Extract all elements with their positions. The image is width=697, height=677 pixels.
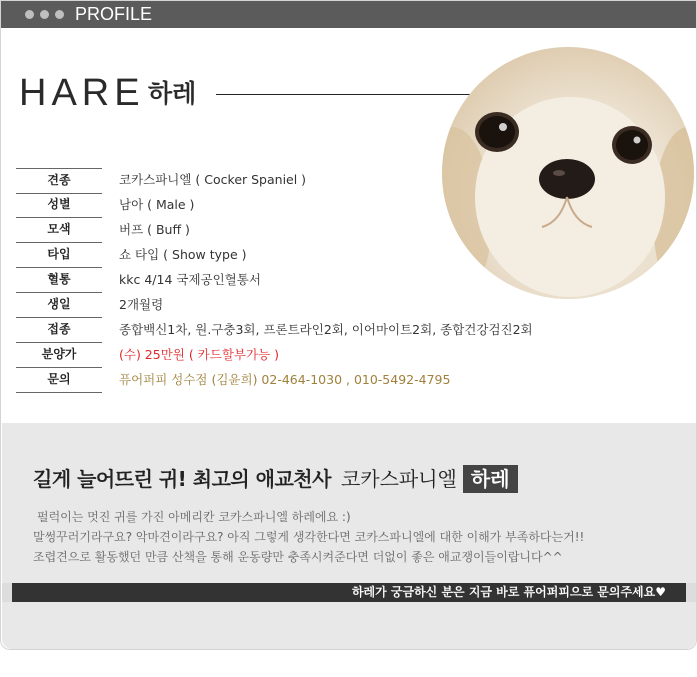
info-value: 2개월령: [119, 297, 164, 312]
info-value: 남아 ( Male ): [119, 197, 195, 212]
bullet-dot-icon: [40, 10, 49, 19]
info-label: 문의: [16, 368, 102, 393]
header-title: PROFILE: [75, 4, 153, 24]
promo-headline: [33, 464, 518, 494]
promo-headline-breed: 코카스파니엘: [340, 467, 457, 491]
info-value: 코카스파니엘 ( Cocker Spaniel ): [119, 172, 307, 187]
promo-line: 조렵견으로 활동했던 만큼 산책을 통해 운동량만 충족시켜준다면 더없이 좋은 애교쟁이들이랍니다^^: [33, 550, 563, 564]
info-label: 성별: [16, 193, 102, 218]
info-row-birthday: [1, 293, 697, 318]
info-label: 분양가: [16, 343, 102, 368]
info-value: 버프 ( Buff ): [119, 222, 190, 237]
dog-name-english: HARE: [19, 72, 145, 114]
contact-message: 하레가 궁금하신 분은 지금 바로 퓨어퍼피으로 문의주세요♥: [351, 585, 666, 599]
info-label: 타입: [16, 243, 102, 268]
promo-description: [33, 507, 584, 567]
info-label: 생일: [16, 293, 102, 318]
promo-line: 말썽꾸러기라구요? 악마견이라구요? 아직 그렇게 생각한다면 코카스파니엘에 대한 이해가 부족하다는거!!: [33, 530, 585, 544]
info-label: 견종: [16, 168, 102, 194]
info-label: 접종: [16, 318, 102, 343]
dog-name-korean: 하레: [148, 79, 197, 108]
info-label: 모색: [16, 218, 102, 243]
info-value: (수) 25만원 ( 카드할부가능 ): [119, 347, 279, 362]
info-value: 종합백신1차, 원.구충3회, 프론트라인2회, 이어마이트2회, 종합건강검진2회: [119, 322, 533, 337]
info-row-contact: [1, 368, 697, 393]
info-value: 쇼 타입 ( Show type ): [119, 247, 247, 262]
info-row-type: [1, 243, 697, 268]
info-row-sex: [1, 193, 697, 218]
info-row-vaccination: [1, 318, 697, 343]
info-row-breed: [1, 168, 697, 193]
info-row-price: [1, 343, 697, 368]
promo-headline-bold: 길게 늘어뜨린 귀! 최고의 애교천사: [33, 467, 331, 491]
promo-name-badge: 하레: [463, 465, 518, 493]
info-value: kkc 4/14 국제공인혈통서: [119, 272, 261, 287]
bullet-dot-icon: [25, 10, 34, 19]
info-value: 퓨어퍼피 성수점 (김윤희) 02-464-1030 , 010-5492-4795: [119, 372, 451, 387]
promo-line: 펄럭이는 멋진 귀를 가진 아메리칸 코카스파니엘 하레에요 :): [37, 510, 351, 524]
contact-call-to-action-bar: [2, 583, 696, 602]
profile-header-bar: [1, 1, 697, 28]
info-row-pedigree: [1, 268, 697, 293]
info-row-color: [1, 218, 697, 243]
info-label: 혈통: [16, 268, 102, 293]
bullet-dot-icon: [55, 10, 64, 19]
